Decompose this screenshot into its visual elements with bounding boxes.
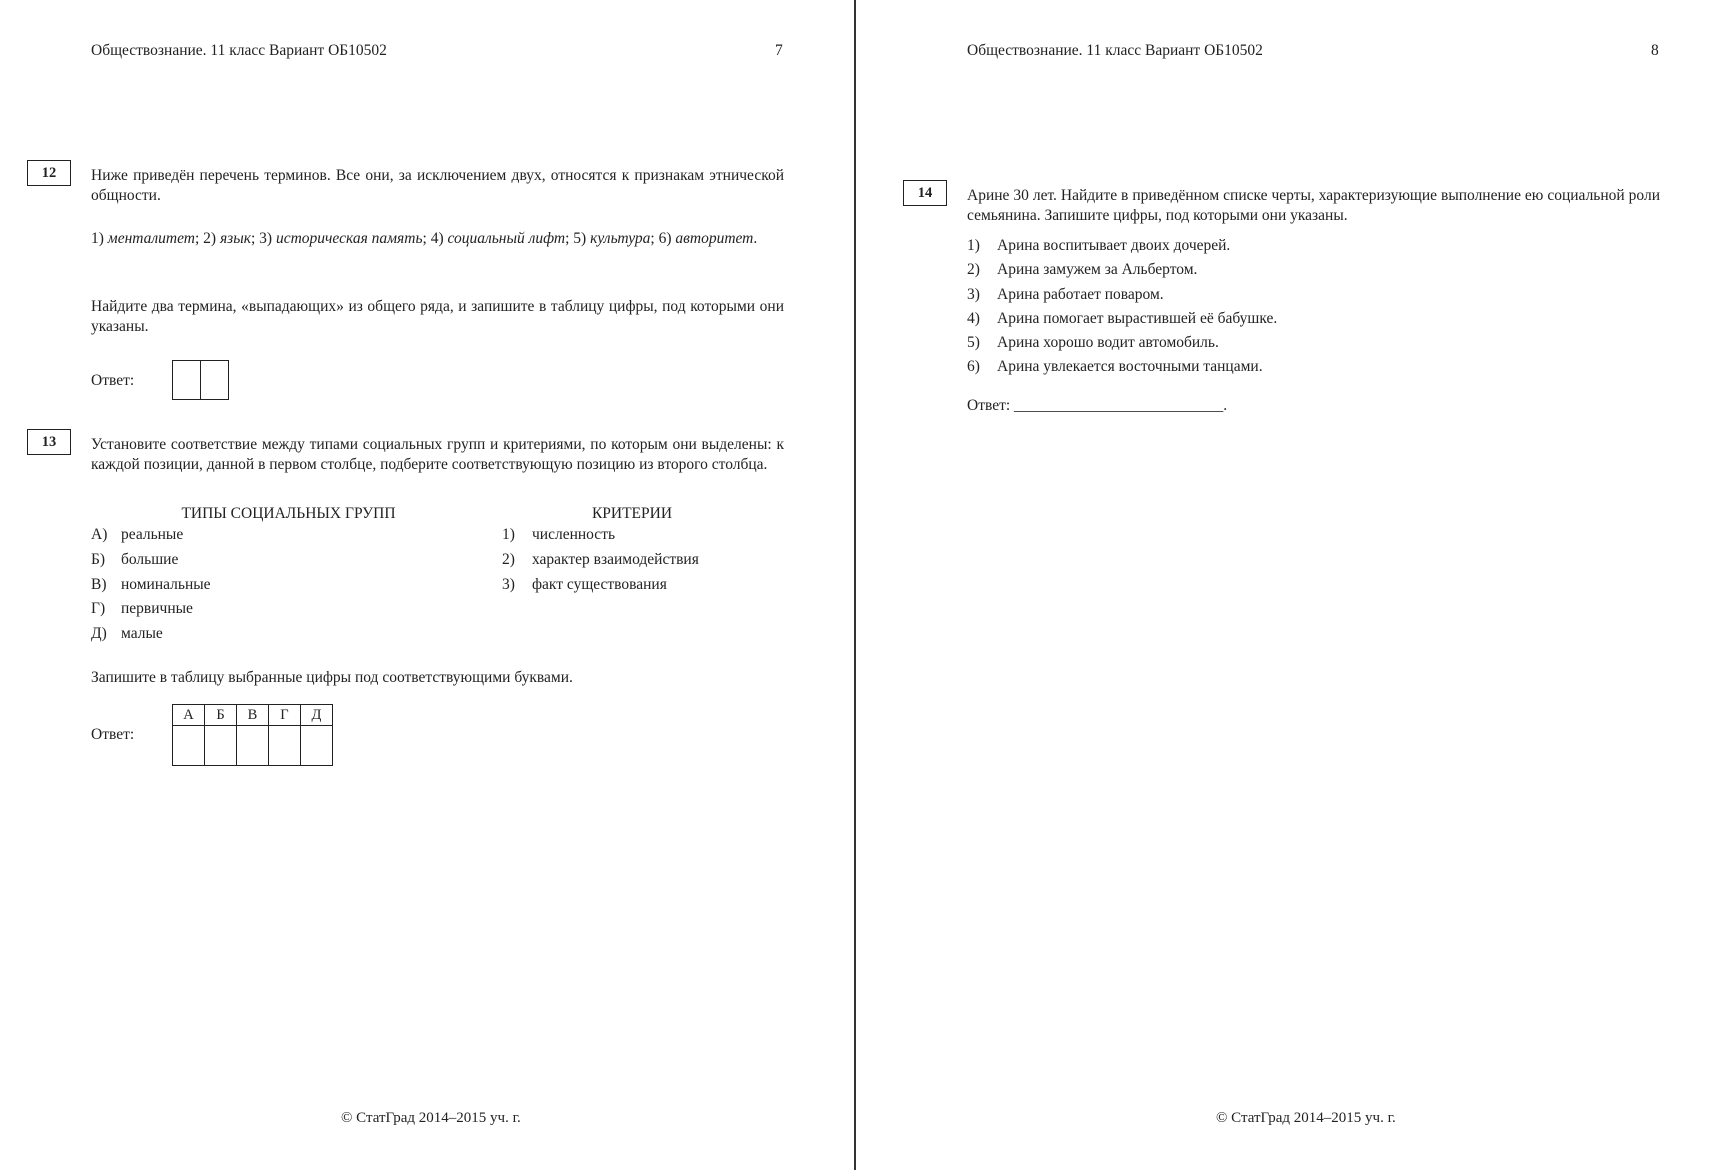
q13-intro: Установите соответствие между типами социальных групп и критериями, по которым они выделены: к каждой позиции, данной в первом столбце, подберите соответствующую позицию из второго столбца.	[91, 436, 784, 473]
page-number: 8	[1651, 42, 1659, 59]
q13-col2-item: 1) численность	[502, 526, 616, 543]
q12-terms: 1) менталитет; 2) язык; 3) историческая память; 4) социальный лифт; 5) культура; 6) авторитет.	[91, 230, 758, 247]
q13-col1-item: В) номинальные	[91, 576, 211, 593]
term: культура	[590, 230, 651, 247]
term: менталитет	[107, 230, 195, 247]
q14-item: 2) Арина замужем за Альбертом.	[967, 261, 1198, 278]
question-number-12: 12	[27, 160, 71, 186]
answer-cell[interactable]	[269, 726, 301, 766]
table-letter: В	[237, 705, 269, 726]
page-header: Обществознание. 11 класс Вариант ОБ10502	[967, 42, 1263, 59]
table-letter: Д	[301, 705, 333, 726]
q14-item: 4) Арина помогает вырастившей её бабушке.	[967, 310, 1278, 327]
q14-answer[interactable]	[967, 396, 1227, 416]
term: авторитет	[675, 230, 754, 247]
page-left	[0, 0, 855, 1170]
page-footer: © СтатГрад 2014–2015 уч. г.	[1216, 1110, 1396, 1126]
q12-intro: Ниже приведён перечень терминов. Все они, за исключением двух, относятся к признакам этнической общности.	[91, 167, 784, 204]
q13-answer-table[interactable]	[172, 704, 333, 766]
question-number-13: 13	[27, 429, 71, 455]
q13-col1-header: ТИПЫ СОЦИАЛЬНЫХ ГРУПП	[181, 505, 396, 522]
q13-col2-item: 2) характер взаимодействия	[502, 551, 699, 568]
answer-cell[interactable]	[173, 726, 205, 766]
q13-col1-item: Б) большие	[91, 551, 179, 568]
q14-item: 1) Арина воспитывает двоих дочерей.	[967, 237, 1231, 254]
page-right	[857, 0, 1712, 1170]
answer-cell[interactable]	[301, 726, 333, 766]
term: язык	[219, 230, 251, 247]
term: историческая память	[275, 230, 423, 247]
q13-answer-label: Ответ:	[91, 726, 135, 743]
q13-col1-item: Д) малые	[91, 625, 163, 642]
question-number-14: 14	[903, 180, 947, 206]
q13-col1-item: Г) первичные	[91, 600, 193, 617]
q12-answer-label: Ответ:	[91, 372, 135, 389]
q13-col2-item: 3) факт существования	[502, 576, 667, 593]
table-letter: Г	[269, 705, 301, 726]
table-letter: Б	[205, 705, 237, 726]
q14-answer-label: Ответ:	[967, 397, 1011, 414]
q13-task: Запишите в таблицу выбранные цифры под соответствующими буквами.	[91, 669, 573, 686]
table-letter: А	[173, 705, 205, 726]
page-number: 7	[775, 42, 783, 59]
answer-cell[interactable]	[173, 361, 201, 400]
answer-cell[interactable]	[205, 726, 237, 766]
q14-item: 6) Арина увлекается восточными танцами.	[967, 358, 1263, 375]
answer-cell[interactable]	[237, 726, 269, 766]
q12-answer-boxes[interactable]	[172, 360, 229, 400]
q13-col2-header: КРИТЕРИИ	[591, 505, 673, 522]
page-header: Обществознание. 11 класс Вариант ОБ10502	[91, 42, 387, 59]
q12-task: Найдите два термина, «выпадающих» из общего ряда, и запишите в таблицу цифры, под которыми они указаны.	[91, 298, 784, 335]
q14-intro: Арине 30 лет. Найдите в приведённом списке черты, характеризующие выполнение ею социальной роли семьянина. Запишите цифры, под которыми они указаны.	[967, 187, 1660, 224]
term: социальный лифт	[447, 230, 566, 247]
q14-item: 5) Арина хорошо водит автомобиль.	[967, 334, 1219, 351]
q13-col1-item: А) реальные	[91, 526, 184, 543]
page-footer: © СтатГрад 2014–2015 уч. г.	[341, 1110, 521, 1126]
answer-cell[interactable]	[201, 361, 229, 400]
q14-answer-line[interactable]: ___________________________.	[1014, 397, 1228, 414]
q14-item: 3) Арина работает поваром.	[967, 286, 1164, 303]
